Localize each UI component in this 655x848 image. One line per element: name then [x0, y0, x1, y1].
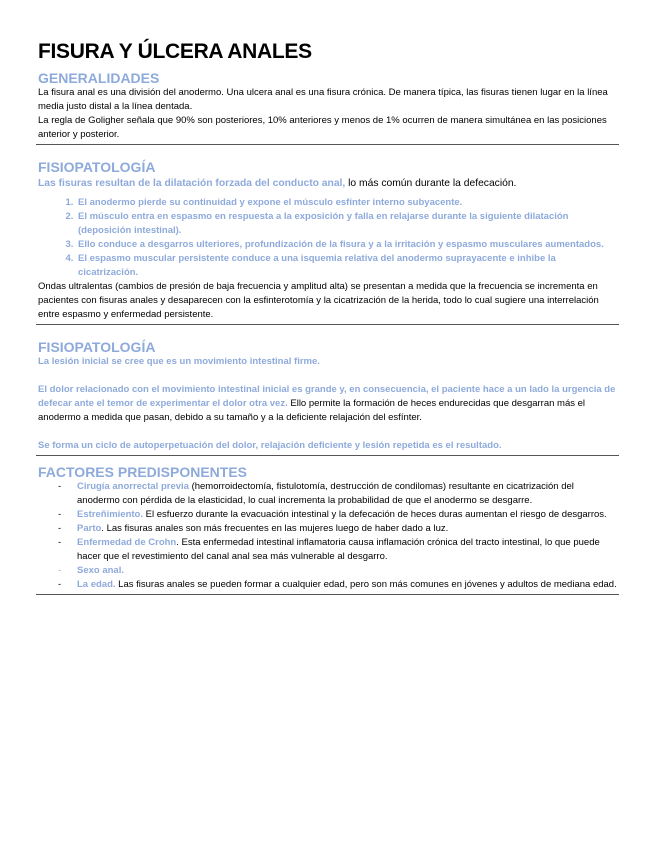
- step-item: 4. El espasmo muscular persistente conduce a una isquemia relativa del anodermo suprayacente e inhibe la cicatrización.: [76, 252, 617, 280]
- factor-term: Sexo anal.: [77, 565, 124, 576]
- list-item: [58, 578, 617, 592]
- bullet-dash: -: [58, 509, 62, 520]
- factor-term: Cirugía anorrectal previa: [77, 481, 189, 492]
- list-item: [58, 536, 617, 564]
- fisiopatologia-outro: Ondas ultralentas (cambios de presión de baja frecuencia y amplitud alta) se presentan a medida que la frecuencia se incrementa en pacientes con fisuras anales y desaparecen con la esfinterotomía y la cicatrización de la herida, todo lo cual sugiere una interrelación entre espasmo y enfermedad persistente.: [38, 281, 599, 320]
- step-item: 3. Ello conduce a desgarros ulteriores, profundización de la fisura y a la irritación y espasmo musculares aumentados.: [76, 238, 617, 252]
- bullet-dash: -: [58, 579, 62, 590]
- section-fisiopatologia-1: [38, 159, 617, 324]
- paragraph-2-highlight: El dolor relacionado con el movimiento intestinal inicial es grande y, en consecuencia, el paciente hace a un lado la urgencia de defecar ante el temor de experimentar el dolor otra vez.: [38, 384, 616, 409]
- factor-term: Estreñimiento.: [77, 509, 143, 520]
- bullet-dash: -: [58, 565, 62, 576]
- factor-term: Parto: [77, 523, 102, 534]
- section-divider: [36, 594, 619, 595]
- factor-text: . Las fisuras anales son más frecuentes en las mujeres luego de haber dado a luz.: [101, 523, 449, 534]
- list-item: [58, 480, 617, 508]
- heading-fisiopatologia-2: FISIOPATOLOGÍA: [38, 339, 156, 355]
- factor-text: (hemorroidectomía, fistulotomía, destrucción de condilomas) resultante en cicatrización del anodermo con pérdida de la elasticidad, lo cual incrementa la probabilidad de que el anodermo se desgarre.: [77, 481, 574, 506]
- pathophysiology-steps: [38, 196, 617, 280]
- heading-factores: FACTORES PREDISPONENTES: [38, 464, 248, 480]
- document-title: FISURA Y ÚLCERA ANALES: [38, 40, 312, 63]
- risk-factor-list: [38, 480, 617, 592]
- generalidades-paragraph-2: La regla de Goligher señala que 90% son posteriores, 10% anteriores y menos de 1% ocurren de manera simultánea en las posiciones anterior y posterior.: [38, 115, 607, 140]
- section-factores: [38, 464, 617, 594]
- factor-term: La edad.: [77, 579, 116, 590]
- fisiopatologia2-paragraph-2: [38, 383, 617, 425]
- bullet-dash: -: [58, 537, 62, 548]
- section-fisiopatologia-2: [38, 339, 617, 455]
- factor-text: . Esta enfermedad intestinal inflamatoria causa inflamación crónica del tracto intestinal, lo que puede hacer que el revestimiento del canal anal sea más vulnerable al desgarro.: [77, 537, 600, 562]
- list-item: [58, 522, 617, 536]
- heading-fisiopatologia-1: FISIOPATOLOGÍA: [38, 159, 156, 175]
- generalidades-paragraph-1: La fisura anal es una división del anodermo. Una ulcera anal es una fisura crónica. De manera típica, las fisuras tienen lugar en la línea media justo distal a la línea dentada.: [38, 87, 608, 112]
- intro-rest: lo más común durante la defecación.: [345, 178, 517, 189]
- intro-highlight: Las fisuras resultan de la dilatación forzada del conducto anal,: [38, 178, 346, 189]
- factor-term: Enfermedad de Crohn: [77, 537, 177, 548]
- paragraph-2-rest: Ello permite la formación de heces endurecidas que desgarran más el anodermo a medida que pasan, debido a su tamaño y a la deficiente relajación del esfínter.: [38, 398, 586, 423]
- step-item: 2. El músculo entra en espasmo en respuesta a la exposición y falla en relajarse durante la siguiente dilatación (deposición intestinal).: [76, 210, 617, 238]
- bullet-dash: -: [58, 481, 62, 492]
- bullet-dash: -: [58, 523, 62, 534]
- factor-text: Las fisuras anales se pueden formar a cualquier edad, pero son más comunes en jóvenes y adultos de mediana edad.: [115, 579, 617, 590]
- fisiopatologia-intro: [38, 176, 617, 192]
- list-item: [58, 508, 617, 522]
- list-item: [58, 564, 617, 578]
- fisiopatologia2-paragraph-3: Se forma un ciclo de autoperpetuación del dolor, relajación deficiente y lesión repetida es el resultado.: [38, 440, 502, 451]
- fisiopatologia2-paragraph-1: La lesión inicial se cree que es un movimiento intestinal firme.: [38, 356, 320, 367]
- step-item: 1. El anodermo pierde su continuidad y expone el músculo esfínter interno subyacente.: [76, 196, 617, 210]
- factor-text: El esfuerzo durante la evacuación intestinal y la defecación de heces duras aumentan el riesgo de desgarros.: [143, 509, 607, 520]
- heading-generalidades: GENERALIDADES: [38, 70, 160, 86]
- section-generalidades: [38, 70, 617, 144]
